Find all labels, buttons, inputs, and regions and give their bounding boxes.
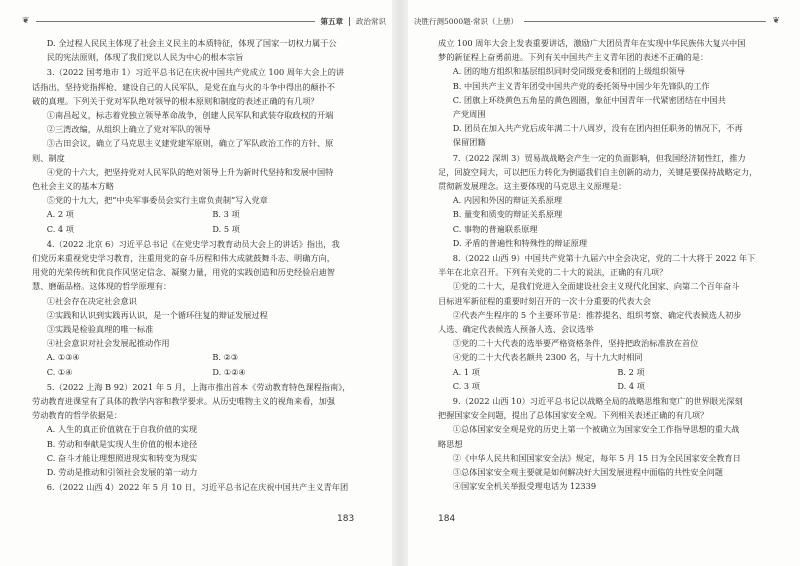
text-line: 色社会主义的基本方略: [32, 181, 114, 192]
right-text-block-1: [438, 36, 782, 365]
option-c: C. 3 项: [452, 380, 480, 391]
q3-options-row-2: [32, 222, 378, 236]
left-page: [0, 0, 392, 566]
statement-line: ②代表产生程序的 5 个主要环节是：推荐提名、组织考察、确定代表候选人初步: [452, 309, 742, 320]
statement-line: C. 团旗上环绕黄色五角星的黄色圆圈，象征中国青年一代紧密团结在中国共: [452, 94, 726, 105]
text-line: 则、制度: [32, 152, 65, 163]
leaf-ornament-icon: ❦: [22, 16, 30, 26]
statement-line: ④社会意识对社会发展起推动作用: [46, 338, 170, 349]
subject-label: 政治常识: [356, 16, 386, 26]
page-number-right: 184: [438, 514, 456, 524]
statement-line: ③实践是检验真理的唯一标准: [46, 324, 154, 335]
q8-options-row-2: [438, 379, 782, 393]
question-stem-line: 7.（2022 深圳 3）贸易战战略会产生一定的负面影响，但我国经济韧性红，推力: [452, 152, 746, 163]
q4-options-row-2: [32, 365, 378, 379]
statement-line: ④党的十六大，把坚持党对人民军队的绝对领导上升为新时代坚持和发展中国特: [46, 166, 334, 177]
text-line: 用党的光荣传统和优良作风坚定信念、凝聚力量，用党的实践创造和历史经验启迪智: [32, 267, 335, 278]
statement-line: ③总体国家安全观主要就是如何解决好大国发展进程中面临的共性安全问题: [452, 467, 723, 478]
question-stem-line: 8.（2022 山西 9）中国共产党第十九届六中全会决定，党的二十大将于 2022 年下: [452, 253, 756, 264]
option-a: A. ①③④: [46, 352, 80, 363]
option-a: A. 2 项: [46, 209, 74, 220]
text-line: 梦的新征程上奋勇前进。下列有关中国共产主义青年团的表述不正确的是：: [438, 52, 709, 63]
question-stem-line: 4.（2022 北京 6）习近平总书记《在党史学习教育动员大会上的讲话》指出，我: [46, 238, 340, 249]
question-stem-line: 5.（2022 上海 B 92）2021 年 5 月，上海市推出首本《劳动教育特色课程指南》，: [46, 381, 351, 392]
option-b: B. ②③: [212, 352, 239, 363]
q4-options-row-1: [32, 350, 378, 364]
leaf-ornament-icon: ❦: [772, 16, 780, 26]
statement-line: B. 劳动和奉献是实现人生价值的根本途径: [46, 438, 198, 449]
statement-line: B. 量变和质变的辩证关系原理: [452, 209, 563, 220]
statement-line: A. 团的地方组织和基层组织同时受同级党委和团的上级组织领导: [452, 66, 685, 77]
statement-line: ①社会存在决定社会意识: [46, 295, 137, 306]
text-line: 民的宪法原则，体现了我们党以人民为中心的根本宗旨: [46, 52, 244, 63]
q3-options-row-1: [32, 207, 378, 221]
statement-line: ④国家安全机关举报受理电话为 12339: [452, 481, 597, 492]
text-line: 成立 100 周年大会上发表重要讲话，激励广大团员青年在实现中华民族伟大复兴中国: [438, 38, 746, 48]
text-line: 半年在北京召开。下列有关党的二十大的说法，正确的有几项？: [438, 267, 668, 278]
statement-line: D. 团员在加入共产党后成年满二十八周岁，没有在团内担任职务的情况下，不再: [452, 123, 743, 134]
option-d: D. 4 项: [617, 380, 645, 391]
question-stem-line: 3.（2022 国考地市 1）习近平总书记在庆祝中国共产党成立 100 周年大会上的讲: [46, 67, 345, 78]
text-line: 劳动教育进课堂有了具体的教学内容和教学要求。从历史唯物主义的视角来看，加强: [32, 396, 335, 407]
right-text-block-2: [438, 394, 782, 493]
chapter-label: 第五章: [320, 16, 343, 26]
statement-line: ③古田会议，确立了马克思主义建党建军原则，确立了军队政治工作的方针、原: [46, 138, 334, 149]
statement-line: ②实践和认识到实践再认识，是一个循环往复的辩证发展过程: [46, 309, 268, 320]
text-line: 足，回旋空间大，可以把压力转化为倒逼我们自主创新的动力，关键是要保持战略定力，: [438, 166, 758, 177]
statement-line: C. 奋斗才能让理想照进现实和转变为现实: [46, 452, 198, 463]
statement-line: D. 劳动是推动和引领社会发展的第一动力: [46, 467, 198, 478]
statement-line: ④党的二十大代表名额共 2300 名，与十九大时相同: [452, 352, 643, 363]
text-line: 人选、确定代表候选人预备人选、会议选举: [438, 324, 594, 335]
option-c: C. 4 项: [46, 223, 74, 234]
statement-line: A. 内因和外因的辩证关系原理: [452, 195, 563, 206]
option-d: D. ①②④: [212, 366, 246, 377]
text-line: 略思想: [438, 438, 463, 449]
option-d: D. 5 项: [212, 223, 240, 234]
left-text-block-2: [32, 237, 378, 351]
page-number-left: 183: [337, 514, 355, 524]
option-c: C. ①④: [46, 366, 73, 377]
book-title: 决胜行测5000题·常识（上册）: [414, 16, 518, 26]
statement-line: B. 中国共产主义青年团受中国共产党的委托领导中国少年先锋队的工作: [452, 80, 710, 91]
question-stem-line: 6.（2022 山西 4）2022 年 5 月 10 日，习近平总书记在庆祝中国共产主义青年团: [46, 482, 349, 493]
statement-line: ②《中华人民共和国国家安全法》规定，每年 5 月 15 日为全民国家安全教育日: [452, 452, 741, 463]
statement-line: ①南昌起义，标志着党独立领导革命战争，创建人民军队和武装夺取政权的开端: [46, 110, 334, 121]
book-gutter: [392, 0, 408, 566]
question-stem-line: 9.（2022 山西 10）习近平总书记以战略全局的战略思维和宽广的世界眼光深刻: [452, 396, 743, 407]
right-page: [408, 0, 800, 566]
text-line: 破的真理。下列关于党对军队绝对领导的根本原则和制度的表述正确的有几项？: [32, 95, 319, 106]
statement-line: ①总体国家安全观是党的历史上第一个被确立为国家安全工作指导思想的重大战: [452, 424, 740, 435]
text-line: 话指出，坚持党指挥枪、建设自己的人民军队，是党在血与火的斗争中得出的颠扑不: [32, 81, 335, 92]
statement-line: ⑤党的十九大，把“中央军事委员会实行主席负责制”写入党章: [46, 195, 268, 206]
text-line: 慧、磨砺品格。这体现的哲学原理有：: [32, 281, 172, 292]
text-line: 把握国家安全问题，提出了总体国家安全观。下列相关表述正确的有几项？: [438, 410, 709, 421]
text-line: 劳动教育的哲学依据是：: [32, 410, 123, 421]
statement-line: ①党的二十大，是我们党进入全面建设社会主义现代化国家、向第二个百年奋斗: [452, 281, 740, 292]
text-line: 产党周围: [452, 109, 486, 120]
statement-line: D. 全过程人民民主体现了社会主义民主的本质特征，体现了国家一切权力属于公: [46, 38, 337, 48]
option-b: B. 3 项: [212, 209, 240, 220]
option-b: B. 2 项: [617, 366, 645, 377]
statement-line: ③党的二十大代表的选举要严格资格条件，坚持把政治标准放在首位: [452, 338, 699, 349]
text-line: 目标进军新征程的重要时刻召开的一次十分重要的代表大会: [438, 295, 651, 306]
left-text-block-1: [32, 36, 378, 207]
statement-line: ②三湾改编，从组织上确立了党对军队的领导: [46, 124, 211, 135]
statement-line: A. 人生的真正价值就在于自我价值的实现: [46, 424, 198, 435]
option-a: A. 1 项: [452, 366, 480, 377]
left-text-block-3: [32, 380, 378, 495]
statement-line: D. 矛盾的普遍性和特殊性的辩证原理: [452, 237, 588, 248]
text-line: 们党历来重视党史学习教育，注重用党的奋斗历程和伟大成就鼓舞斗志、明确方向，: [32, 253, 335, 264]
text-line: 贯彻新发展理念。这主要体现的马克思主义原理是：: [438, 181, 627, 192]
statement-line: C. 事物的普遍联系原理: [452, 223, 538, 234]
text-line: 保留团籍: [452, 137, 486, 148]
q8-options-row-1: [438, 365, 782, 379]
